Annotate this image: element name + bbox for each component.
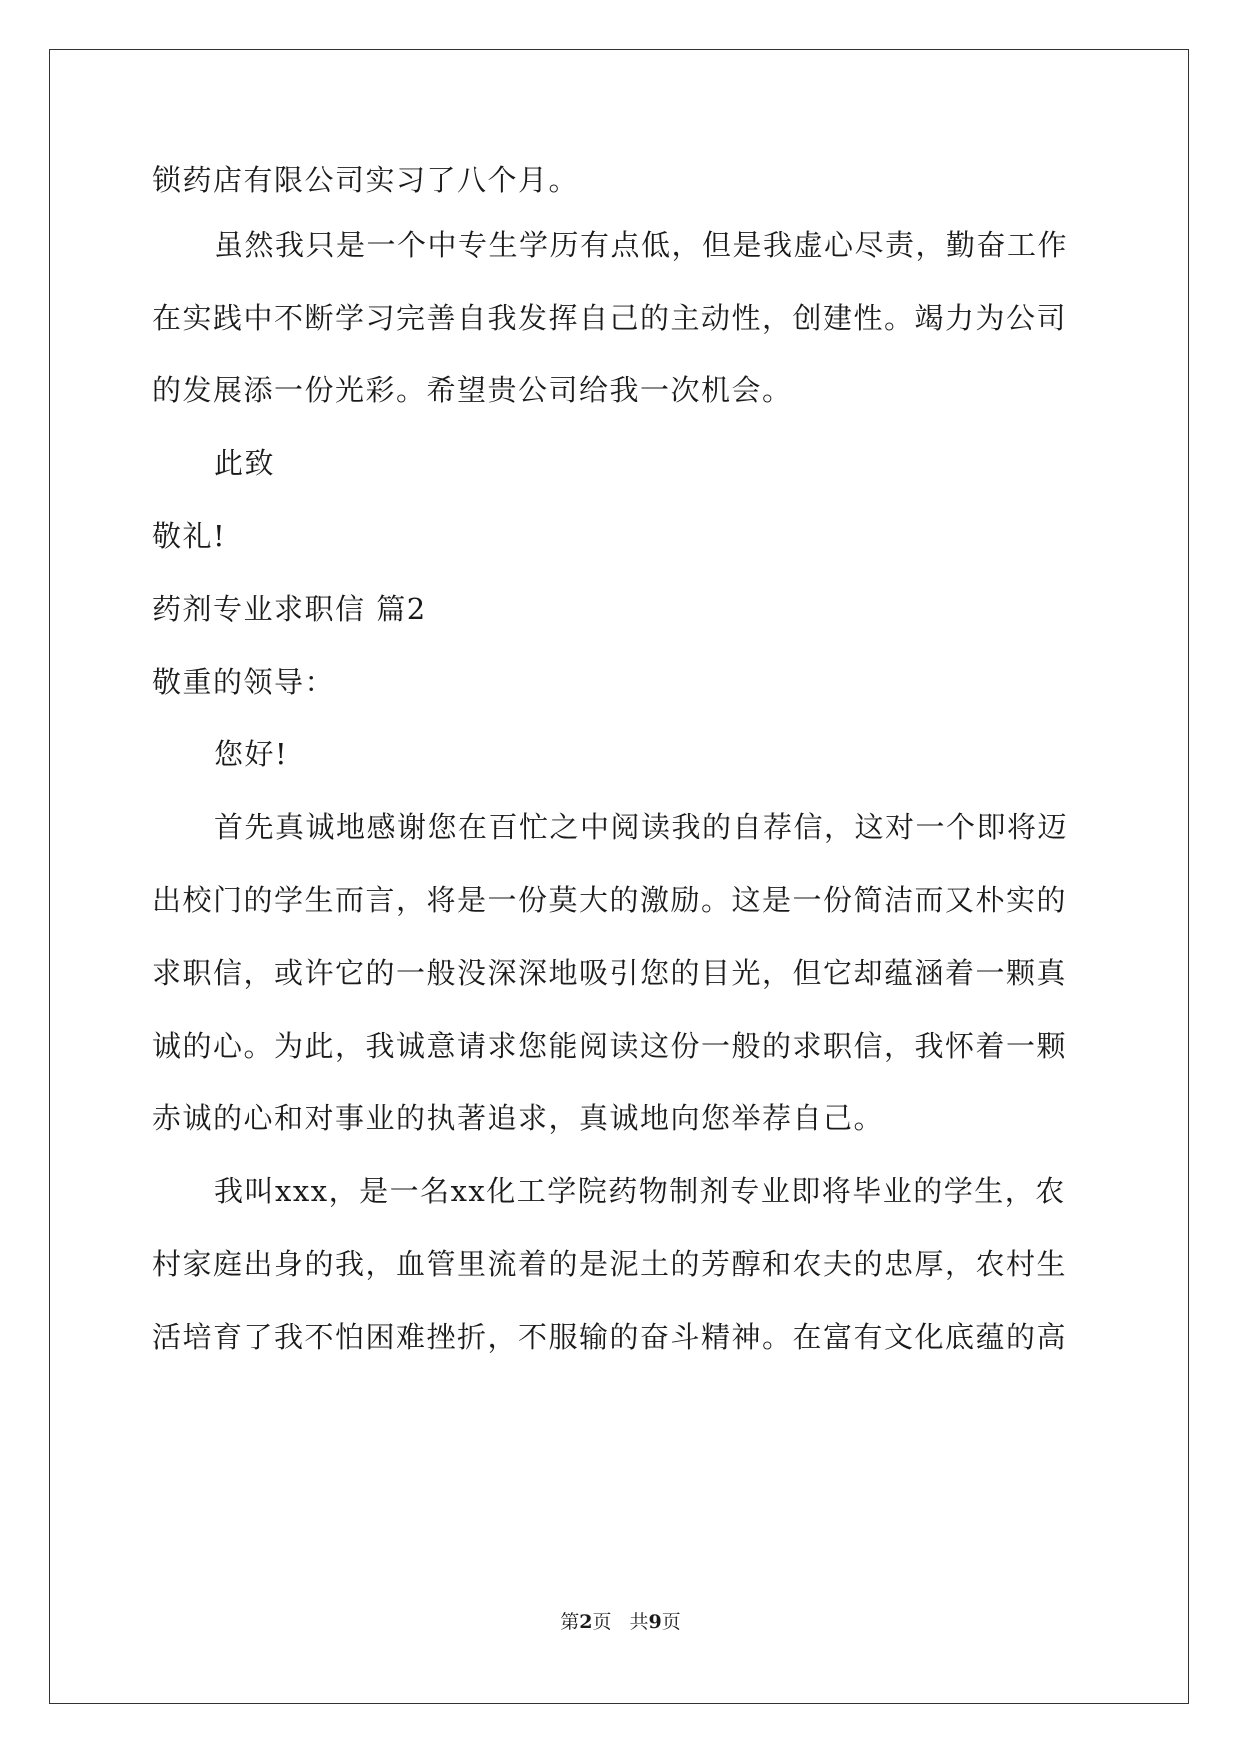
text-line: 活培育了我不怕困难挫折，不服输的奋斗精神。在富有文化底蕴的高 bbox=[152, 1320, 1068, 1354]
text-line: 村家庭出身的我，血管里流着的是泥土的芳醇和农夫的忠厚，农村生 bbox=[152, 1247, 1068, 1281]
letter-greeting: 敬重的领导： bbox=[152, 665, 336, 699]
text-line: 求职信，或许它的一般没深深地吸引您的目光，但它却蕴涵着一颗真 bbox=[152, 956, 1068, 990]
text-line: 的发展添一份光彩。希望贵公司给我一次机会。 bbox=[152, 373, 793, 407]
text-line: 在实践中不断学习完善自我发挥自己的主动性，创建性。竭力为公司 bbox=[152, 301, 1068, 335]
text-line: 诚的心。为此，我诚意请求您能阅读这份一般的求职信，我怀着一颗 bbox=[152, 1029, 1068, 1063]
page-current: 2 bbox=[579, 1611, 593, 1633]
total-prefix: 共 bbox=[629, 1611, 649, 1633]
text-line: 首先真诚地感谢您在百忙之中阅读我的自荐信，这对一个即将迈 bbox=[214, 810, 1069, 844]
page-footer bbox=[0, 1610, 1241, 1634]
text-line: 虽然我只是一个中专生学历有点低，但是我虚心尽责，勤奋工作 bbox=[214, 228, 1069, 262]
salutation-regards: 敬礼! bbox=[152, 519, 227, 553]
page-prefix: 第 bbox=[560, 1611, 580, 1633]
letter-hello: 您好! bbox=[214, 737, 289, 771]
text-line: 出校门的学生而言，将是一份莫大的激励。这是一份简洁而又朴实的 bbox=[152, 883, 1068, 917]
text-line: 锁药店有限公司实习了八个月。 bbox=[152, 163, 580, 197]
text-line: 赤诚的心和对事业的执著追求，真诚地向您举荐自己。 bbox=[152, 1101, 885, 1135]
total-suffix: 页 bbox=[661, 1611, 681, 1633]
page-suffix: 页 bbox=[592, 1611, 612, 1633]
salutation-closing: 此致 bbox=[214, 446, 276, 480]
section-heading: 药剂专业求职信 篇2 bbox=[152, 592, 427, 626]
page-total: 9 bbox=[648, 1611, 662, 1633]
text-line: 我叫xxx，是一名xx化工学院药物制剂专业即将毕业的学生，农 bbox=[214, 1174, 1066, 1208]
